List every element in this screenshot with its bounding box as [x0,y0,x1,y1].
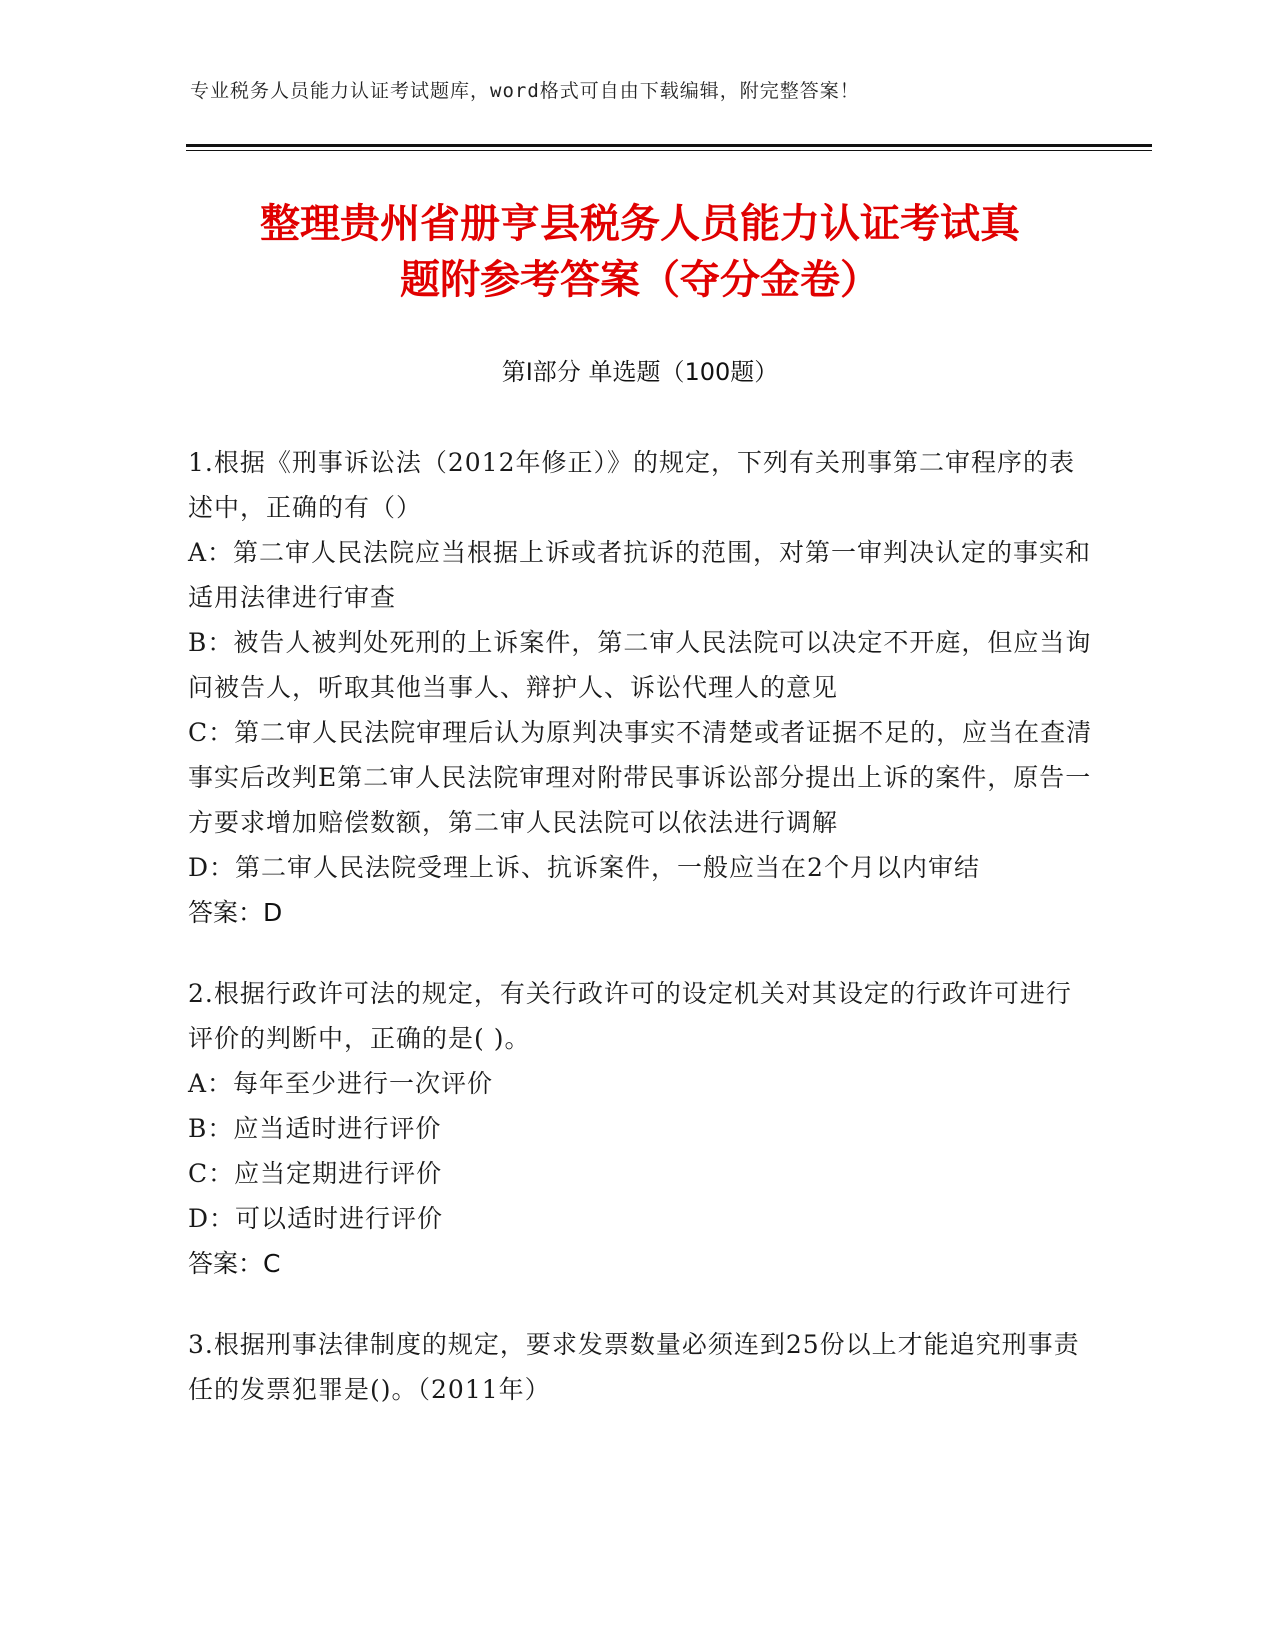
option-c: C：应当定期进行评价 [188,1159,443,1188]
header-divider-thin [186,150,1152,151]
option-b: B：被告人被判处死刑的上诉案件，第二审人民法院可以决定不开庭，但应当询问被告人，听取其他当事人、辩护人、诉讼代理人的意见 [188,628,1092,702]
answer-label: 答案：C [188,1249,281,1278]
answer-label: 答案：D [188,898,283,927]
question-list [188,440,1093,1448]
question-2 [188,971,1093,1286]
document-title [190,196,1090,308]
title-line-1: 整理贵州省册亨县税务人员能力认证考试真 [260,201,1020,247]
option-d: D：第二审人民法院受理上诉、抗诉案件，一般应当在2个月以内审结 [188,853,980,882]
option-d: D：可以适时进行评价 [188,1204,444,1233]
header-divider-thick [186,144,1152,147]
question-3 [188,1322,1093,1412]
question-stem: 2.根据行政许可法的规定，有关行政许可的设定机关对其设定的行政许可进行评价的判断中，正确的是( )。 [188,979,1072,1053]
option-a: A：每年至少进行一次评价 [188,1069,494,1098]
section-title: 第Ⅰ部分 单选题（100题） [501,358,779,386]
option-b: B：应当适时进行评价 [188,1114,442,1143]
option-a: A：第二审人民法院应当根据上诉或者抗诉的范围，对第一审判决认定的事实和适用法律进行审查 [188,538,1092,612]
question-stem: 3.根据刑事法律制度的规定，要求发票数量必须连到25份以上才能追究刑事责任的发票犯罪是()。（2011年） [188,1330,1080,1404]
question-1 [188,440,1093,935]
header-note: 专业税务人员能力认证考试题库，word格式可自由下载编辑，附完整答案！ [190,80,860,102]
question-stem: 1.根据《刑事诉讼法（2012年修正）》的规定，下列有关刑事第二审程序的表述中，正确的有（） [188,448,1075,522]
title-line-2: 题附参考答案（夺分金卷） [400,257,880,303]
option-c: C：第二审人民法院审理后认为原判决事实不清楚或者证据不足的，应当在查清事实后改判E第二审人民法院审理对附带民事诉讼部分提出上诉的案件，原告一方要求增加赔偿数额，第二审人民法院可以依法进行调解 [188,718,1093,837]
